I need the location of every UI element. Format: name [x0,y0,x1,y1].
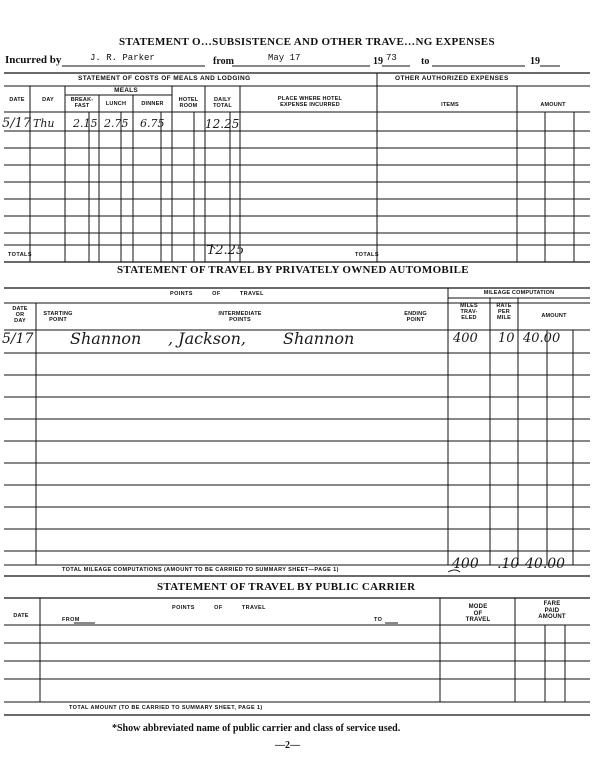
incurred-by-value: J. R. Parker [90,53,155,63]
meals-group-label: MEALS [114,87,138,94]
to-label: to [421,56,430,67]
carrier-to-label: TO [374,617,383,623]
auto-col-amount: AMOUNT [541,313,567,319]
meal-row-dinner: 6.75 [140,117,165,130]
auto-section-title: STATEMENT OF TRAVEL BY PRIVATELY OWNED AUTOMOBILE [117,264,469,276]
auto-col-rate: RATE PER MILE [496,303,512,322]
col-lunch: LUNCH [105,101,127,107]
from-date-value: May 17 [268,53,301,63]
year-prefix: 19 [373,56,383,67]
auto-col-starting: STARTING POINT [43,311,73,324]
auto-row-ending: Shannon [283,329,355,348]
page-number: —2— [275,740,300,751]
col-breakfast: BREAK- FAST [70,97,94,110]
auto-row-miles: 400 [453,331,478,346]
carrier-col-fare: FARE PAID AMOUNT [538,601,566,621]
meals-lodging-heading: STATEMENT OF COSTS OF MEALS AND LODGING [78,75,251,82]
carrier-total-label: TOTAL AMOUNT (TO BE CARRIED TO SUMMARY SHEET, PAGE 1) [69,705,263,711]
year-prefix-2: 19 [530,56,540,67]
page-title: STATEMENT O…SUBSISTENCE AND OTHER TRAVE…NG EXPENSES [119,36,495,48]
auto-col-date: DATE OR DAY [12,306,28,325]
col-day: DAY [42,97,54,103]
carrier-section-title: STATEMENT OF TRAVEL BY PUBLIC CARRIER [157,581,416,593]
meal-row-breakfast: 2.15 [73,117,98,130]
footer-note: *Show abbreviated name of public carrier and class of service used. [112,723,401,734]
carrier-points-of-travel: POINTS OF TRAVEL [172,605,266,611]
other-totals-label: TOTALS [355,252,379,258]
auto-row-amount: 40.00 [523,331,561,346]
carrier-col-mode: MODE OF TRAVEL [465,604,491,624]
auto-row-starting: Shannon [70,329,142,348]
meal-row-date: 5/17 [2,116,32,131]
meal-row-lunch: 2.75 [104,117,129,130]
auto-col-miles: MILES TRAV- ELED [460,303,478,322]
auto-total-amount: 40.00 [525,556,566,572]
auto-row-date: 5/17 [2,331,34,347]
carrier-from-label: FROM [62,617,80,623]
col-dinner: DINNER [141,101,164,107]
mileage-computation-label: MILEAGE COMPUTATION [483,290,555,296]
meal-row-day: Thu [33,117,55,130]
year-value: 73 [386,53,397,63]
auto-col-intermediate: INTERMEDIATE POINTS [218,311,262,324]
auto-total-rate: .10 [497,556,520,572]
col-hotel-room: HOTEL ROOM [178,97,199,110]
col-daily-total: DAILY TOTAL [213,97,232,110]
auto-row-rate: 10 [498,331,515,346]
col-date: DATE [9,97,25,103]
col-items: ITEMS [441,102,459,108]
auto-total-label: TOTAL MILEAGE COMPUTATIONS (AMOUNT TO BE CARRIED TO SUMMARY SHEET—PAGE 1) [62,567,339,573]
col-place: PLACE WHERE HOTEL EXPENSE INCURRED [277,96,343,109]
from-label: from [213,56,234,67]
incurred-by-label: Incurred by [5,54,62,66]
auto-points-of-travel: POINTS OF TRAVEL [170,291,264,297]
meals-total-value: 12.25 [207,243,245,258]
meal-row-daily-total: 12.25 [205,117,240,131]
carrier-col-date: DATE [13,613,29,619]
other-expenses-heading: OTHER AUTHORIZED EXPENSES [395,75,509,82]
meals-totals-label: TOTALS [8,252,32,258]
auto-total-miles: 400 [452,556,479,572]
col-amount: AMOUNT [540,102,566,108]
auto-col-ending: ENDING POINT [404,311,427,324]
auto-row-intermediate: , Jackson, [168,329,247,348]
